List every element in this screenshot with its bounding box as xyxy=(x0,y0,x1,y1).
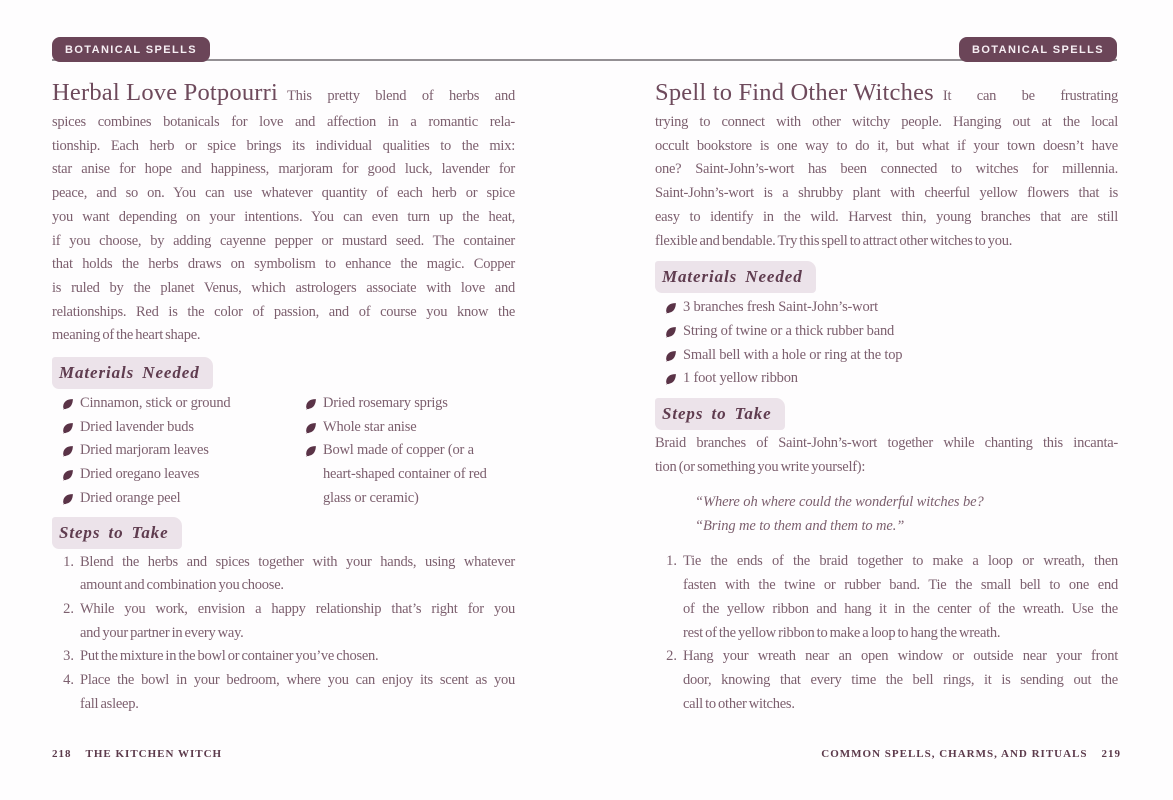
step-text xyxy=(80,669,515,716)
steps-heading: Steps to Take xyxy=(52,517,182,549)
leaf-bullet-icon xyxy=(665,302,677,314)
leaf-bullet-icon xyxy=(62,398,74,410)
list-item-text: Dried oregano leaves xyxy=(80,466,200,483)
list-item-text xyxy=(323,439,487,510)
book-title: THE KITCHEN WITCH xyxy=(85,748,223,760)
list-item-text: Dried orange peel xyxy=(80,489,181,506)
left-page-footer xyxy=(52,748,222,760)
right-page-number: 219 xyxy=(1101,748,1121,760)
text-line: of the yellow ribbon and hang it in the center of the wreath. Use the xyxy=(683,600,1118,617)
leaf-bullet-icon xyxy=(305,398,317,410)
step-item xyxy=(52,598,515,645)
incantation-quote xyxy=(695,490,1118,538)
leaf-bullet-icon xyxy=(665,326,677,338)
text-line: Bowl made of copper (or a xyxy=(323,442,474,459)
text-line: occult bookstore is one way to do it, but what if your town doesn’t have xyxy=(655,137,1118,154)
leaf-bullet-icon xyxy=(62,493,74,505)
text-line: heart-shaped container of red xyxy=(323,466,487,483)
steps-heading: Steps to Take xyxy=(655,398,785,430)
chapter-tab-left xyxy=(52,37,210,62)
leaf-bullet-icon xyxy=(62,422,74,434)
text-line: is ruled by the planet Venus, which astrologers associate with love and xyxy=(52,279,515,296)
text-line: Braid branches of Saint-John’s-wort together while chanting this incanta- xyxy=(655,435,1118,452)
step-number: 1. xyxy=(63,553,74,570)
materials-list xyxy=(655,296,1118,391)
text-line: peace, and so on. You can use whatever quantity of each herb or spice xyxy=(52,185,515,202)
text-line: “Where oh where could the wonderful witches be? xyxy=(695,494,984,511)
section-title: COMMON SPELLS, CHARMS, AND RITUALS xyxy=(821,748,1088,760)
chapter-tab-right xyxy=(959,37,1117,62)
steps-heading-wrap xyxy=(52,517,515,549)
text-line: star anise for hope and happiness, marjoram for good luck, lavender for xyxy=(52,161,515,178)
text-line: Place the bowl in your bedroom, where you can enjoy its scent as you xyxy=(80,672,515,689)
materials-column-1 xyxy=(52,392,305,511)
list-item-text: Cinnamon, stick or ground xyxy=(80,395,231,412)
text-line: tionship. Each herb or spice brings its individual qualities to the mix: xyxy=(52,137,515,154)
leaf-bullet-icon xyxy=(665,373,677,385)
list-item-text: Small bell with a hole or ring at the top xyxy=(683,346,903,363)
step-number: 4. xyxy=(63,672,74,689)
step-item xyxy=(655,550,1118,645)
leaf-bullet-icon xyxy=(62,469,74,481)
step-item xyxy=(52,669,515,716)
text-line: Saint-John’s-wort is a shrubby plant with cheerful yellow flowers that is xyxy=(655,185,1118,202)
chapter-tab-right-label: BOTANICAL SPELLS xyxy=(972,43,1104,56)
leaf-bullet-icon xyxy=(665,350,677,362)
text-line: While you work, envision a happy relationship that’s right for you xyxy=(80,600,515,617)
list-item xyxy=(305,416,515,440)
steps-intro xyxy=(655,432,1118,479)
list-item xyxy=(305,392,515,416)
list-item xyxy=(52,463,305,487)
step-item xyxy=(655,645,1118,716)
text-line: spices combines botanicals for love and affection in a romantic rela- xyxy=(52,114,515,130)
steps-list xyxy=(655,550,1118,716)
list-item xyxy=(52,392,305,416)
right-spell-title: Spell to Find Other Witches xyxy=(655,79,934,106)
right-title-line xyxy=(655,78,1118,111)
list-item xyxy=(655,320,1118,344)
materials-column-2 xyxy=(305,392,515,511)
list-item-text: Dried lavender buds xyxy=(80,418,194,435)
text-line: Tie the ends of the braid together to make a loop or wreath, then xyxy=(683,553,1118,570)
materials-heading: Materials Needed xyxy=(655,261,816,293)
step-text xyxy=(80,598,515,645)
text-line: that holds the herbs draws on symbolism to enhance the magic. Copper xyxy=(52,256,515,273)
text-line: relationships. Red is the color of passion, and of course you know the xyxy=(52,303,515,320)
step-item xyxy=(52,645,515,669)
step-number: 1. xyxy=(666,553,677,570)
text-line: you want depending on your intentions. You can even turn up the heat, xyxy=(52,208,515,225)
list-item xyxy=(655,296,1118,320)
materials-heading-wrap xyxy=(655,261,1118,293)
left-intro-runin: This pretty blend of herbs and xyxy=(287,88,515,104)
text-line: tion (or something you write yourself): xyxy=(655,458,866,475)
list-item xyxy=(655,344,1118,368)
leaf-bullet-icon xyxy=(62,445,74,457)
text-line: Blend the herbs and spices together with your hands, using whatever xyxy=(80,553,515,570)
list-item xyxy=(52,487,305,511)
step-number: 2. xyxy=(63,600,74,617)
text-line: easy to identify in the wild. Harvest thin, young branches that are still xyxy=(655,208,1118,225)
steps-heading-wrap xyxy=(655,398,1118,430)
text-line: amount and combination you choose. xyxy=(80,577,284,594)
step-text xyxy=(80,645,515,669)
text-line: one? Saint-John’s-wort has been connected to witches for millennia. xyxy=(655,161,1118,178)
list-item xyxy=(305,439,515,510)
step-text xyxy=(683,645,1118,716)
list-item-text: 1 foot yellow ribbon xyxy=(683,370,798,387)
left-spell-title: Herbal Love Potpourri xyxy=(52,79,279,106)
text-line: if you choose, by adding cayenne pepper or mustard seed. The container xyxy=(52,232,515,249)
left-title-line xyxy=(52,78,515,111)
left-page-number: 218 xyxy=(52,748,72,760)
materials-heading-wrap xyxy=(52,357,515,389)
step-text xyxy=(80,551,515,598)
text-line: Hang your wreath near an open window or outside near your front xyxy=(683,648,1118,665)
text-line: meaning of the heart shape. xyxy=(52,327,201,344)
text-line: glass or ceramic) xyxy=(323,489,419,506)
left-page xyxy=(52,0,515,716)
list-item-text: Dried rosemary sprigs xyxy=(323,395,448,412)
text-line: flexible and bendable. Try this spell to attract other witches to you. xyxy=(655,232,1013,249)
right-page-footer xyxy=(821,748,1121,760)
steps-list xyxy=(52,551,515,717)
right-page xyxy=(655,0,1118,716)
list-item xyxy=(52,439,305,463)
text-line: fall asleep. xyxy=(80,695,139,712)
leaf-bullet-icon xyxy=(305,422,317,434)
text-line: “Bring me to them and them to me.” xyxy=(695,518,905,535)
materials-list xyxy=(52,392,515,511)
list-item xyxy=(52,416,305,440)
text-line: fasten with the twine or rubber band. Tie the small bell to one end xyxy=(683,577,1118,594)
text-line: rest of the yellow ribbon to make a loop to hang the wreath. xyxy=(683,624,1001,641)
leaf-bullet-icon xyxy=(305,445,317,457)
list-item-text: Dried marjoram leaves xyxy=(80,442,209,459)
text-line: call to other witches. xyxy=(683,695,795,712)
chapter-tab-left-label: BOTANICAL SPELLS xyxy=(65,43,197,56)
text-line: door, knowing that every time the bell rings, it is sending out the xyxy=(683,671,1118,688)
step-item xyxy=(52,551,515,598)
list-item-text: 3 branches fresh Saint-John’s-wort xyxy=(683,299,878,316)
right-intro-runin: It can be frustrating xyxy=(942,88,1118,104)
materials-heading: Materials Needed xyxy=(52,357,213,389)
list-item-text: Whole star anise xyxy=(323,418,417,435)
text-line: Put the mixture in the bowl or container you’ve chosen. xyxy=(80,648,379,665)
step-text xyxy=(683,550,1118,645)
list-item xyxy=(655,367,1118,391)
text-line: and your partner in every way. xyxy=(80,624,244,641)
list-item-text: String of twine or a thick rubber band xyxy=(683,322,895,339)
step-number: 3. xyxy=(63,648,74,665)
step-number: 2. xyxy=(666,648,677,665)
text-line: trying to connect with other witchy people. Hanging out at the local xyxy=(655,114,1118,130)
